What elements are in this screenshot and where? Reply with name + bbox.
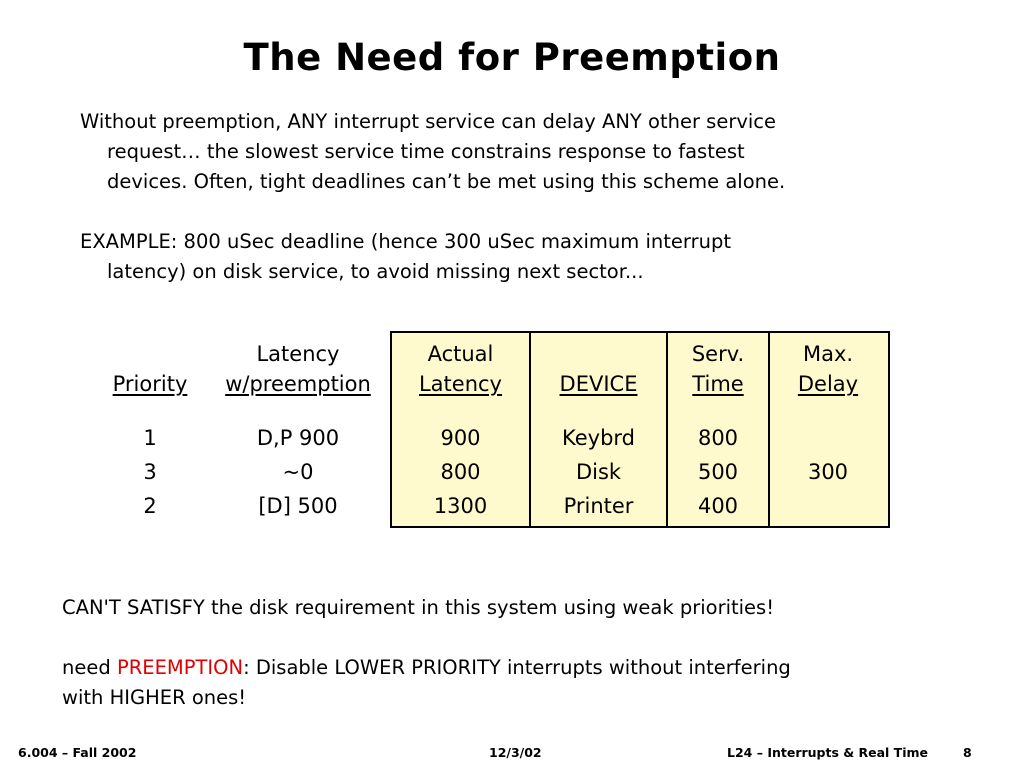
- cell-serv-time: 800: [697, 426, 739, 450]
- cell-priority: 3: [143, 460, 157, 484]
- cell-latency-preemption: ~0: [282, 460, 314, 484]
- cell-actual-latency: 1300: [433, 494, 488, 518]
- cell-device: Disk: [575, 460, 622, 484]
- cell-actual-latency: 900: [440, 426, 481, 450]
- header-max-line-2: Delay: [797, 372, 859, 396]
- header-actual-line-1: Actual: [427, 342, 494, 366]
- intro-line-1: Without preemption, ANY interrupt service can delay ANY other service: [80, 110, 777, 133]
- slide-title: The Need for Preemption: [243, 36, 781, 79]
- header-actual-line-2: Latency: [418, 372, 502, 396]
- preemption-highlight: PREEMPTION: [116, 656, 244, 679]
- header-serv-line-1: Serv.: [691, 342, 745, 366]
- need-preemption-line-1: [62, 653, 791, 683]
- cell-device: Keybrd: [562, 426, 635, 450]
- intro-line-3: devices. Often, tight deadlines can’t be met using this scheme alone.: [107, 170, 786, 193]
- need-suffix: : Disable LOWER PRIORITY interrupts without interfering: [243, 656, 791, 679]
- header-latency-line-2: w/preemption: [225, 372, 371, 396]
- example-line-2: latency) on disk service, to avoid missing next sector...: [107, 260, 644, 283]
- header-latency-line-1: Latency: [256, 342, 340, 366]
- cell-device: Printer: [563, 494, 634, 518]
- cant-satisfy-text: CAN'T SATISFY the disk requirement in this system using weak priorities!: [62, 596, 775, 619]
- footer-course: 6.004 – Fall 2002: [18, 745, 137, 760]
- header-priority-label: Priority: [112, 372, 188, 396]
- header-actual-latency: [392, 339, 529, 399]
- cell-serv-time: 400: [697, 494, 739, 518]
- need-preemption-line-2: with HIGHER ones!: [62, 686, 247, 709]
- example-line-1: EXAMPLE: 800 uSec deadline (hence 300 uSec maximum interrupt: [80, 230, 731, 253]
- header-serv-time: [667, 339, 769, 399]
- need-preemption-paragraph: [62, 653, 791, 713]
- cell-latency-preemption: D,P 900: [256, 426, 340, 450]
- header-max-line-1: Max.: [802, 342, 854, 366]
- header-latency-preemption: [205, 339, 391, 399]
- footer-lecture: L24 – Interrupts & Real Time: [727, 745, 929, 760]
- header-device-label: DEVICE: [559, 372, 638, 396]
- intro-paragraph: [80, 107, 785, 197]
- header-max-delay: [769, 339, 887, 399]
- footer-page-number: 8: [963, 745, 972, 760]
- cell-serv-time: 500: [697, 460, 739, 484]
- example-paragraph: [80, 227, 731, 287]
- footer-date: 12/3/02: [489, 745, 542, 760]
- cell-priority: 1: [143, 426, 157, 450]
- intro-line-2: request… the slowest service time constrains response to fastest: [107, 140, 745, 163]
- cell-actual-latency: 800: [440, 460, 481, 484]
- cell-latency-preemption: [D] 500: [258, 494, 338, 518]
- header-device: [530, 339, 667, 399]
- need-prefix: need: [62, 656, 117, 679]
- cell-max-delay: 300: [807, 460, 849, 484]
- cell-priority: 2: [143, 494, 157, 518]
- header-priority: [95, 339, 205, 399]
- header-serv-line-2: Time: [692, 372, 744, 396]
